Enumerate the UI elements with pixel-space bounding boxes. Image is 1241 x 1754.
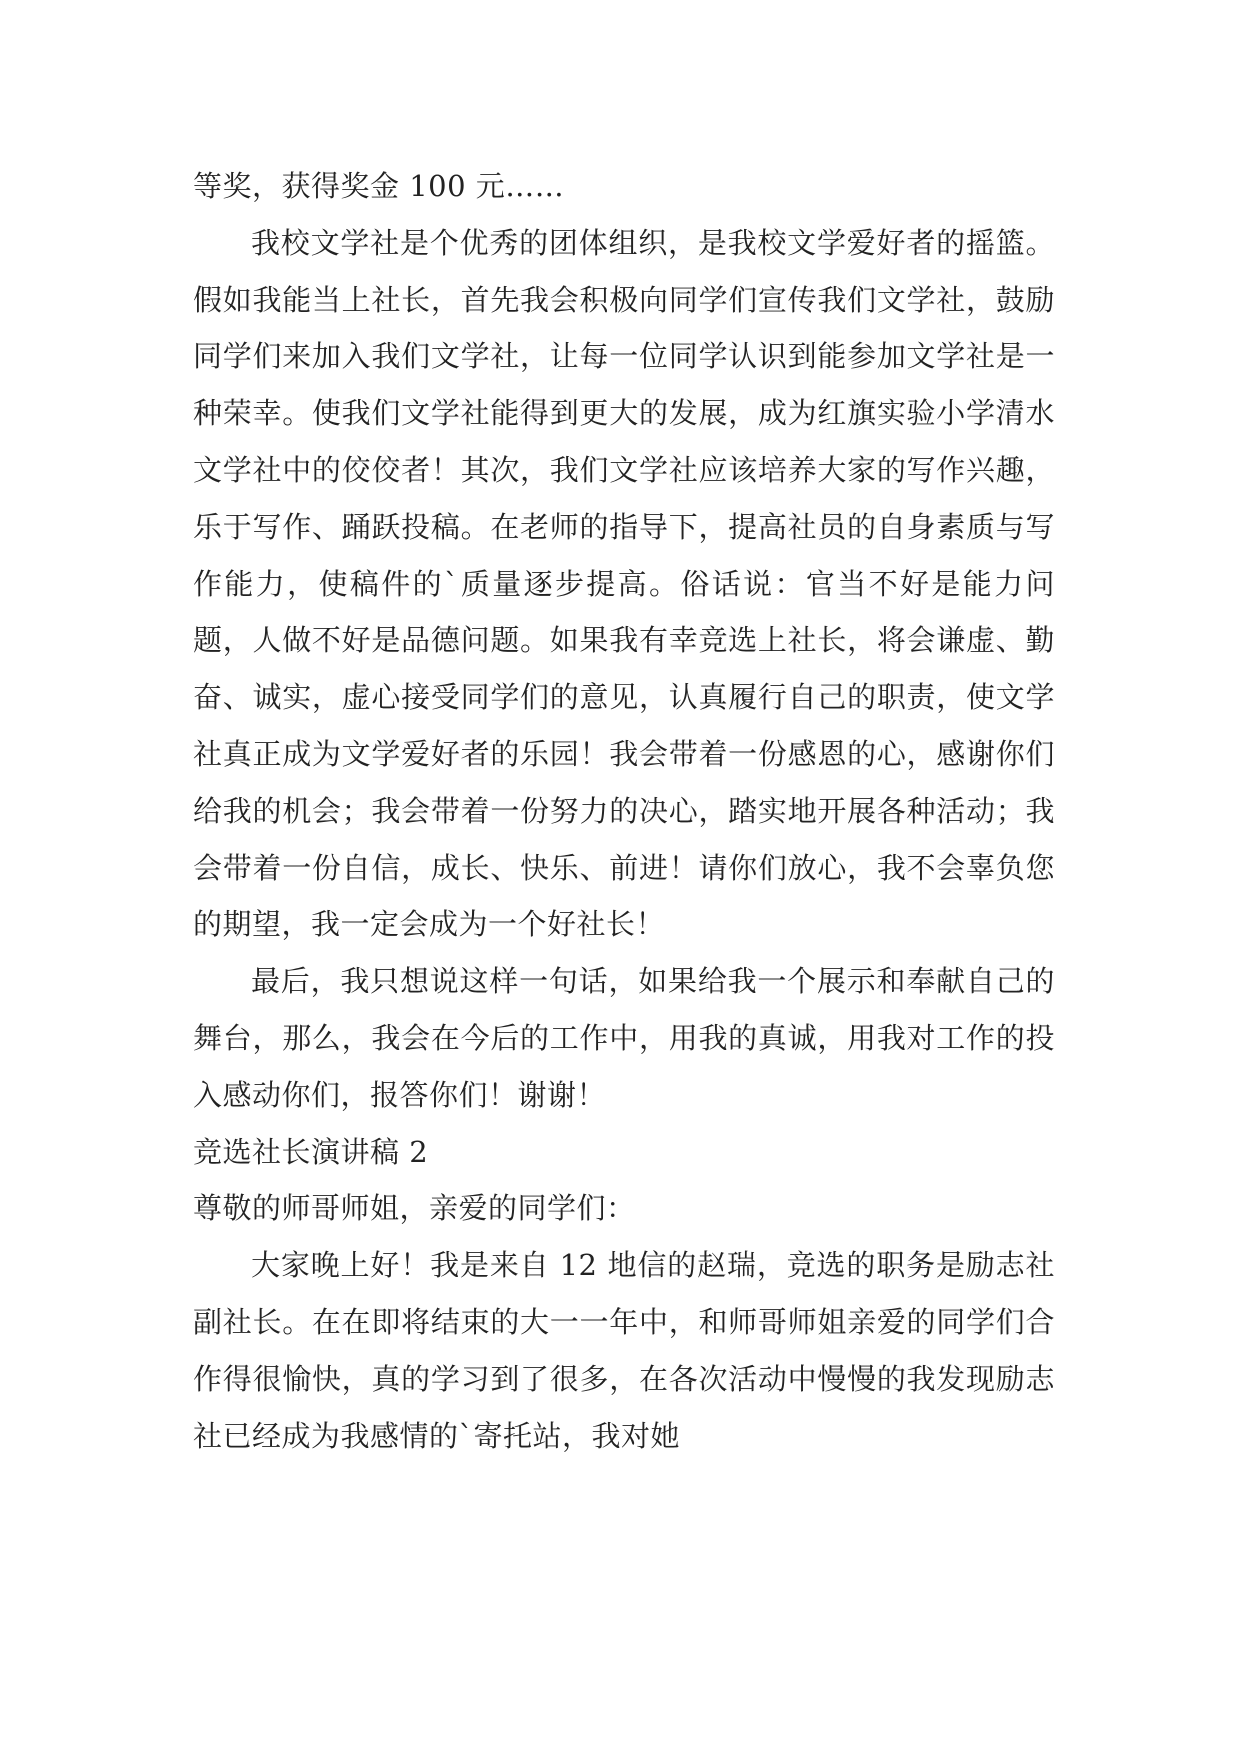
salutation: 尊敬的师哥师姐，亲爱的同学们： bbox=[193, 1191, 636, 1226]
paragraph-closing: 最后，我只想说这样一句话，如果给我一个展示和奉献自己的舞台，那么，我会在今后的工作中，用我的真诚，用我对工作的投入感动你们，报答你们！谢谢！ bbox=[193, 964, 1055, 1112]
document-body bbox=[193, 158, 1055, 1464]
section-title: 竞选社长演讲稿 2 bbox=[193, 1134, 429, 1169]
paragraph-literary-club: 我校文学社是个优秀的团体组织，是我校文学爱好者的摇篮。假如我能当上社长，首先我会积极向同学们宣传我们文学社，鼓励同学们来加入我们文学社，让每一位同学认识到能参加文学社是一种荣幸。使我们文学社能得到更大的发展，成为红旗实验小学清水文学社中的佼佼者！其次，我们文学社应该培养大家的写作兴趣，乐于写作、踊跃投稿。在老师的指导下，提高社员的自身素质与写作能力，使稿件的`质量逐步提高。俗话说：官当不好是能力问题，人做不好是品德问题。如果我有幸竞选上社长，将会谦虚、勤奋、诚实，虚心接受同学们的意见，认真履行自己的职责，使文学社真正成为文学爱好者的乐园！我会带着一份感恩的心，感谢你们给我的机会；我会带着一份努力的决心，踏实地开展各种活动；我会带着一份自信，成长、快乐、前进！请你们放心，我不会辜负您的期望，我一定会成为一个好社长！ bbox=[193, 225, 1055, 942]
paragraph-continuation: 等奖，获得奖金 100 元…… bbox=[193, 169, 565, 203]
paragraph-introduction: 大家晚上好！我是来自 12 地信的赵瑞，竞选的职务是励志社副社长。在在即将结束的大一一年中，和师哥师姐亲爱的同学们合作得很愉快，真的学习到了很多，在各次活动中慢慢的我发现励志社已经成为我感情的`寄托站，我对她 bbox=[193, 1248, 1055, 1453]
